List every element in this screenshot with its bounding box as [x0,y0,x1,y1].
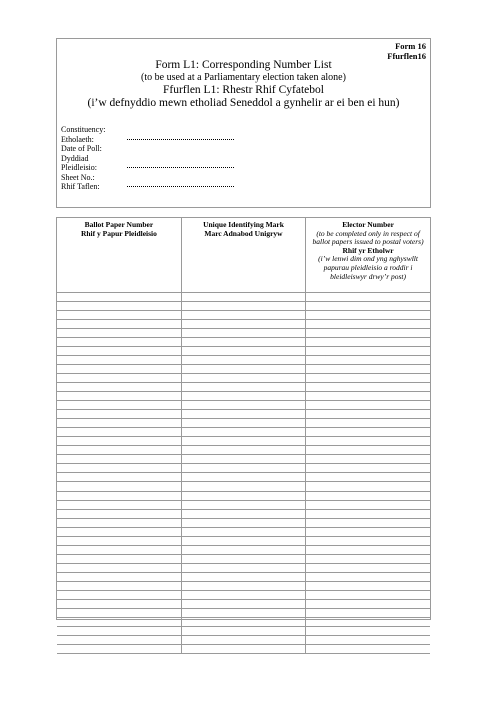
field-label: Constituency: [61,125,106,134]
table-cell[interactable] [57,382,181,391]
table-cell[interactable] [57,554,181,563]
table-cell[interactable] [181,319,305,328]
table-cell[interactable] [306,545,430,554]
table-cell[interactable] [181,482,305,491]
table-cell[interactable] [57,536,181,545]
table-cell[interactable] [57,491,181,500]
table-cell[interactable] [57,500,181,509]
table-cell[interactable] [306,563,430,572]
column-title-en: Ballot Paper Number [84,220,154,229]
table-cell[interactable] [181,355,305,364]
form-fields [61,125,105,192]
table-row [57,572,430,581]
table-cell[interactable] [181,527,305,536]
column-title-en: Unique Identifying Mark [203,220,284,229]
table-cell[interactable] [181,464,305,473]
table-cell[interactable] [181,382,305,391]
table-cell[interactable] [181,455,305,464]
table-cell[interactable] [306,518,430,527]
field-row [61,154,105,164]
table-row [57,609,430,618]
table-cell[interactable] [181,491,305,500]
field-row [61,135,105,145]
table-cell[interactable] [306,500,430,509]
table-cell[interactable] [181,627,305,636]
table-row [57,355,430,364]
table-row [57,536,430,545]
table-row [57,545,430,554]
table-row [57,618,430,627]
table-cell[interactable] [306,419,430,428]
table-cell[interactable] [306,636,430,645]
table-row [57,554,430,563]
table-cell[interactable] [57,337,181,346]
table-row [57,518,430,527]
table-cell[interactable] [181,301,305,310]
table-body [57,292,430,654]
table-cell[interactable] [57,563,181,572]
subtitle-cy: (i’w defnyddio mewn etholiad Seneddol a gynhelir ar ei ben ei hun) [87,96,400,109]
title-en: Form L1: Corresponding Number List [155,59,332,71]
table-cell[interactable] [57,618,181,627]
table-cell[interactable] [181,292,305,301]
column-note-en: (to be completed only in respect of ballot papers issued to postal voters) [312,228,424,247]
form-number-cy: Ffurflen16 [387,51,426,61]
table-cell[interactable] [57,582,181,591]
dotted-entry-line[interactable] [127,167,234,168]
table-cell[interactable] [57,572,181,581]
table-cell[interactable] [306,491,430,500]
field-label: Rhif Taflen: [61,182,100,191]
column-elector-number [306,218,430,292]
table-cell[interactable] [181,500,305,509]
table-cell[interactable] [306,392,430,401]
table-row [57,627,430,636]
table-cell[interactable] [57,482,181,491]
table-cell[interactable] [306,382,430,391]
table-row [57,373,430,382]
table-cell[interactable] [181,419,305,428]
table-row [57,310,430,319]
table-cell[interactable] [181,572,305,581]
table-cell[interactable] [57,446,181,455]
table-cell[interactable] [57,473,181,482]
form-titles [57,59,430,109]
table-cell[interactable] [181,563,305,572]
table-cell[interactable] [306,446,430,455]
corresponding-number-table [57,218,430,654]
table-cell[interactable] [181,410,305,419]
field-label: Pleidleisio: [61,163,97,172]
table-cell[interactable] [306,645,430,654]
table-cell[interactable] [306,464,430,473]
table-cell[interactable] [306,591,430,600]
table-row [57,410,430,419]
table-cell[interactable] [181,428,305,437]
table-cell[interactable] [306,482,430,491]
form-number [387,41,426,61]
table-row [57,582,430,591]
table-cell[interactable] [181,645,305,654]
field-row [61,144,105,154]
table-cell[interactable] [57,545,181,554]
table-cell[interactable] [57,392,181,401]
table-cell[interactable] [306,627,430,636]
table-row [57,500,430,509]
table-cell[interactable] [181,364,305,373]
table-cell[interactable] [181,554,305,563]
table-cell[interactable] [181,437,305,446]
table-cell[interactable] [57,636,181,645]
table-cell[interactable] [57,455,181,464]
table-row [57,600,430,609]
column-ballot-paper-number [57,218,181,292]
table-cell[interactable] [181,545,305,554]
table-cell[interactable] [306,301,430,310]
table-cell[interactable] [57,464,181,473]
table-cell[interactable] [57,591,181,600]
table-cell[interactable] [57,346,181,355]
table-cell[interactable] [181,536,305,545]
table-cell[interactable] [306,509,430,518]
table-row [57,328,430,337]
table-cell[interactable] [306,618,430,627]
table-row [57,455,430,464]
corresponding-number-table-box [56,217,431,620]
table-row [57,292,430,301]
table-row [57,645,430,654]
table-cell[interactable] [181,591,305,600]
field-row [61,173,105,183]
table-cell[interactable] [306,609,430,618]
table-cell[interactable] [181,636,305,645]
table-cell[interactable] [306,292,430,301]
field-label: Date of Poll: [61,144,102,153]
table-cell[interactable] [57,509,181,518]
table-cell[interactable] [181,446,305,455]
table-row [57,491,430,500]
table-cell[interactable] [57,645,181,654]
table-cell[interactable] [57,373,181,382]
table-cell[interactable] [57,627,181,636]
table-cell[interactable] [306,337,430,346]
table-cell[interactable] [306,364,430,373]
table-header-row [57,218,430,292]
table-row [57,591,430,600]
table-cell[interactable] [181,509,305,518]
table-cell[interactable] [181,392,305,401]
column-note-cy: (i’w lenwi dim ond yng nghyswllt papurau pleidleisio a roddir i bleidleiswyr drwy’r post) [318,254,418,281]
table-cell[interactable] [57,428,181,437]
table-cell[interactable] [306,428,430,437]
table-row [57,473,430,482]
form-header-box [56,38,431,208]
table-cell[interactable] [306,346,430,355]
table-cell[interactable] [57,527,181,536]
table-cell[interactable] [181,473,305,482]
table-cell[interactable] [57,301,181,310]
table-row [57,382,430,391]
table-cell[interactable] [181,600,305,609]
column-title-cy: Rhif yr Etholwr [342,245,394,255]
column-title-cy: Marc Adnabod Unigryw [204,228,283,238]
table-cell[interactable] [181,310,305,319]
table-cell[interactable] [57,328,181,337]
table-cell[interactable] [306,319,430,328]
table-cell[interactable] [57,364,181,373]
title-cy: Ffurflen L1: Rhestr Rhif Cyfatebol [163,84,324,96]
table-cell[interactable] [306,437,430,446]
table-cell[interactable] [306,582,430,591]
table-cell[interactable] [306,572,430,581]
table-row [57,392,430,401]
table-cell[interactable] [57,292,181,301]
table-cell[interactable] [306,554,430,563]
table-cell[interactable] [181,582,305,591]
table-cell[interactable] [306,473,430,482]
table-row [57,401,430,410]
table-row [57,364,430,373]
table-row [57,346,430,355]
table-cell[interactable] [57,518,181,527]
table-row [57,446,430,455]
table-cell[interactable] [181,609,305,618]
column-title-en: Elector Number [342,220,394,229]
table-cell[interactable] [181,337,305,346]
column-unique-identifying-mark [181,218,305,292]
field-row [61,182,105,192]
table-row [57,301,430,310]
table-cell[interactable] [306,600,430,609]
table-row [57,437,430,446]
table-cell[interactable] [57,401,181,410]
column-title-cy: Rhif y Papur Pleidleisio [80,228,157,238]
table-cell[interactable] [306,373,430,382]
table-cell[interactable] [181,346,305,355]
table-row [57,636,430,645]
table-cell[interactable] [57,437,181,446]
field-row [61,163,105,173]
table-cell[interactable] [57,319,181,328]
table-cell[interactable] [306,536,430,545]
table-cell[interactable] [57,355,181,364]
table-cell[interactable] [306,328,430,337]
table-cell[interactable] [181,401,305,410]
table-row [57,482,430,491]
table-row [57,419,430,428]
table-row [57,527,430,536]
table-cell[interactable] [181,328,305,337]
dotted-entry-line[interactable] [127,139,234,140]
dotted-entry-line[interactable] [127,186,234,187]
table-cell[interactable] [57,609,181,618]
subtitle-en: (to be used at a Parliamentary election taken alone) [141,71,346,83]
field-label: Sheet No.: [61,172,95,182]
field-label: Etholaeth: [61,134,94,144]
field-label: Dyddiad [61,153,89,163]
table-row [57,563,430,572]
table-row [57,319,430,328]
form-number-en: Form 16 [395,41,426,51]
table-cell[interactable] [306,355,430,364]
table-cell[interactable] [306,455,430,464]
table-row [57,509,430,518]
table-row [57,428,430,437]
table-cell[interactable] [306,410,430,419]
table-cell[interactable] [306,527,430,536]
table-row [57,464,430,473]
table-cell[interactable] [57,410,181,419]
table-row [57,337,430,346]
table-cell[interactable] [57,419,181,428]
table-cell[interactable] [181,518,305,527]
table-cell[interactable] [306,401,430,410]
field-row [61,125,105,135]
table-cell[interactable] [57,600,181,609]
table-cell[interactable] [306,310,430,319]
table-cell[interactable] [57,310,181,319]
table-cell[interactable] [181,618,305,627]
table-cell[interactable] [181,373,305,382]
